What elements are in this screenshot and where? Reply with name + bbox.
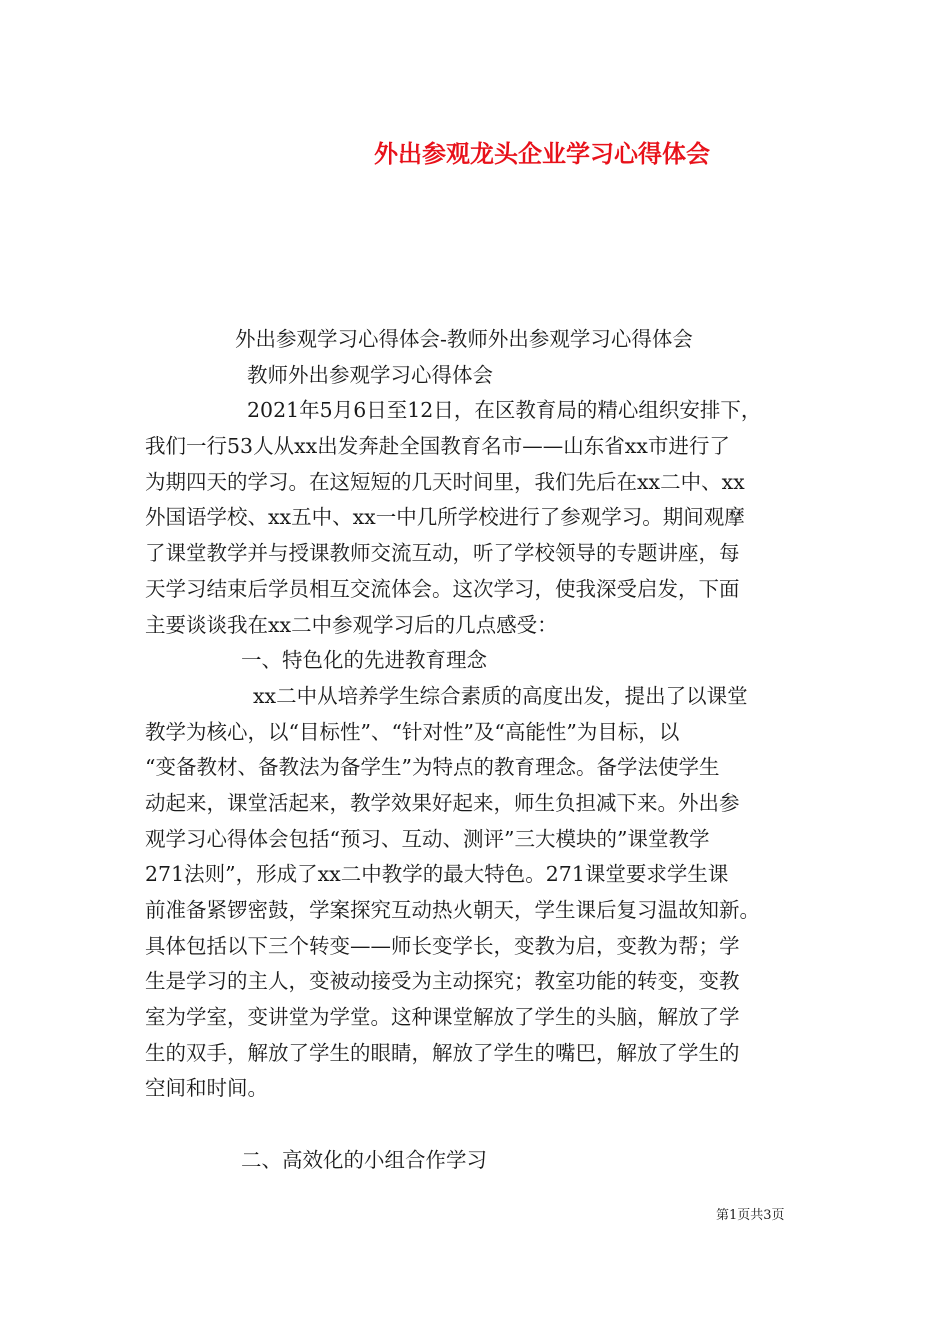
paragraph-line: 2021年5月6日至12日，在区教育局的精心组织安排下， <box>247 398 762 423</box>
paragraph-line: 我们一行53人从xx出发奔赴全国教育名市——山东省xx市进行了 <box>145 434 730 459</box>
heading-line: 教师外出参观学习心得体会 <box>247 362 493 387</box>
document-body <box>145 322 845 1179</box>
paragraph-line: 室为学室，变讲堂为学堂。这种课堂解放了学生的头脑，解放了学 <box>145 1005 740 1030</box>
blank-line <box>145 1107 845 1143</box>
paragraph-line: “变备教材、备教法为备学生”为特点的教育理念。备学法使学生 <box>145 755 720 780</box>
paragraph-line: 天学习结束后学员相互交流体会。这次学习，使我深受启发，下面 <box>145 576 740 601</box>
paragraph-line: 空间和时间。 <box>145 1076 268 1101</box>
subtitle-line: 外出参观学习心得体会-教师外出参观学习心得体会 <box>235 327 693 351</box>
paragraph-line: 271法则”，形成了xx二中教学的最大特色。271课堂要求学生课 <box>145 862 729 887</box>
page-footer: 第1页共3页 <box>716 1208 785 1223</box>
paragraph-line: 了课堂教学并与授课教师交流互动，听了学校领导的专题讲座，每 <box>145 541 740 566</box>
section-heading: 一、特色化的先进教育理念 <box>241 648 487 673</box>
paragraph-line: 生的双手，解放了学生的眼睛，解放了学生的嘴巴，解放了学生的 <box>145 1040 740 1065</box>
paragraph-line: 动起来，课堂活起来，教学效果好起来，师生负担减下来。外出参 <box>145 790 740 815</box>
document-title: 外出参观龙头企业学习心得体会 <box>374 139 710 168</box>
paragraph-line: 前准备紧锣密鼓，学案探究互动热火朝天，学生课后复习温故知新。 <box>145 898 760 922</box>
paragraph-line: 为期四天的学习。在这短短的几天时间里，我们先后在xx二中、xx <box>145 469 745 494</box>
paragraph-line: 主要谈谈我在xx二中参观学习后的几点感受： <box>145 612 558 637</box>
paragraph-line: 外国语学校、xx五中、xx一中几所学校进行了参观学习。期间观摩 <box>145 505 745 530</box>
section-heading: 二、高效化的小组合作学习 <box>241 1147 487 1172</box>
paragraph-line: 观学习心得体会包括“预习、互动、测评”三大模块的”课堂教学 <box>145 826 710 851</box>
paragraph-line: 教学为核心，以“目标性”、“针对性”及“高能性”为目标，以 <box>145 719 680 744</box>
paragraph-line: 具体包括以下三个转变——师长变学长，变教为启，变教为帮；学 <box>145 933 740 958</box>
paragraph-line: xx二中从培养学生综合素质的高度出发，提出了以课堂 <box>253 683 748 708</box>
paragraph-line: 生是学习的主人，变被动接受为主动探究；教室功能的转变，变教 <box>145 969 740 994</box>
